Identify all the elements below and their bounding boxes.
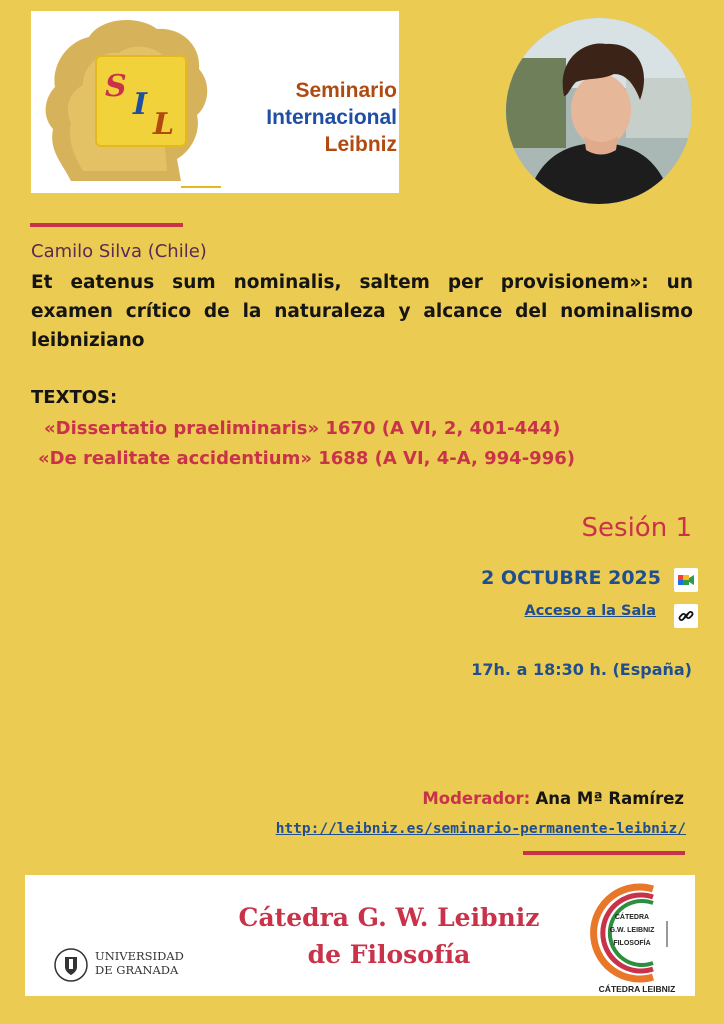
- moderator-label: Moderador:: [422, 789, 531, 808]
- session-time: 17h. a 18:30 h. (España): [471, 660, 692, 679]
- moderator: [422, 789, 684, 808]
- top-divider: [30, 223, 183, 227]
- university-logo: [53, 945, 223, 985]
- university-name-line1: UNIVERSIDAD: [95, 949, 184, 963]
- badge-letter-l: L: [153, 107, 175, 142]
- footer-banner: [25, 875, 695, 996]
- catedra-logo-text: [601, 911, 663, 950]
- texts-heading: TEXTOS:: [31, 387, 118, 408]
- catedra-title-line1: Cátedra G. W. Leibniz: [238, 903, 540, 932]
- text-reference-2: «De realitate accidentium» 1688 (A VI, 4-A, 994-996): [38, 448, 575, 469]
- session-date: 2 OCTUBRE 2025: [481, 567, 661, 589]
- speaker-portrait: [506, 18, 692, 204]
- talk-title: Et eatenus sum nominalis, saltem per provisionem»: un examen crítico de la naturaleza y alcance del nominalismo leibniziano: [31, 272, 693, 351]
- text-reference-1: «Dissertatio praeliminaris» 1670 (A VI, 2, 401-444): [44, 418, 561, 439]
- sil-logo: [31, 11, 399, 193]
- seminar-title-line3: Leibniz: [324, 133, 397, 156]
- seminar-url-link[interactable]: http://leibniz.es/seminario-permanente-leibniz/: [275, 821, 686, 837]
- seminar-title: [227, 77, 397, 158]
- catedra-leibniz-logo: [583, 881, 693, 994]
- sil-badge: [95, 55, 187, 147]
- catedra-title: [199, 899, 579, 973]
- catedra-logo-text-3: FILOSOFÍA: [613, 940, 651, 947]
- access-room-link[interactable]: Acceso a la Sala: [524, 603, 656, 619]
- link-icon[interactable]: [674, 604, 698, 628]
- university-name-line2: DE GRANADA: [95, 963, 179, 977]
- catedra-logo-caption: CÁTEDRA LEIBNIZ: [598, 984, 676, 994]
- bottom-divider: [523, 851, 685, 855]
- seminar-title-line1: Seminario: [295, 79, 397, 102]
- catedra-title-line2: de Filosofía: [307, 940, 471, 969]
- badge-letter-s: S: [105, 69, 127, 104]
- university-crest-icon: [53, 947, 89, 983]
- seminar-title-line2: Internacional: [266, 106, 397, 129]
- speaker-photo: [506, 18, 692, 204]
- badge-letter-i: I: [133, 87, 148, 122]
- google-meet-icon[interactable]: [674, 568, 698, 592]
- catedra-logo-text-1: CÁTEDRA: [614, 914, 650, 921]
- catedra-logo-text-2: G.W. LEIBNIZ: [609, 927, 655, 934]
- speaker-name: Camilo Silva (Chile): [31, 241, 207, 262]
- university-name: [95, 949, 184, 977]
- session-label: Sesión 1: [581, 513, 692, 543]
- moderator-name: Ana Mª Ramírez: [535, 789, 684, 808]
